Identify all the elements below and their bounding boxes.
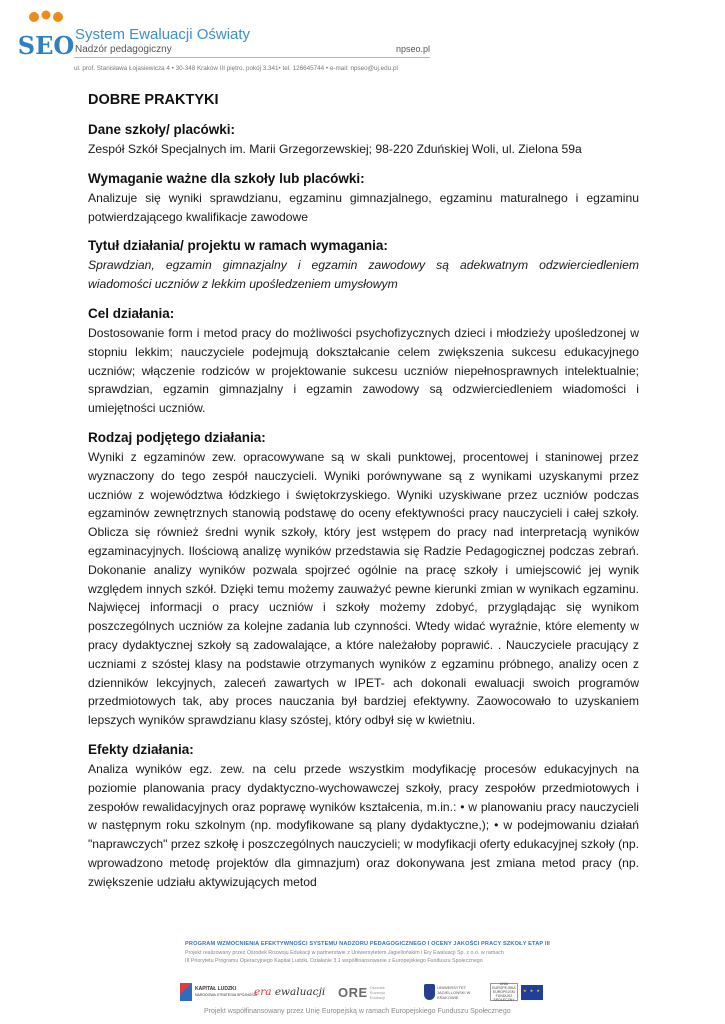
section-effects [88,742,639,892]
uj-logo [424,980,473,1004]
section-school-data [88,122,639,159]
footer-project-line: Projekt realizowany przez Ośrodek Rozwoju Edukacji w partnerstwie z Uniwersytetem Jagiellońskim i Ery Ewaluacji Sp. z o.o. w ramach [185,950,504,956]
section-heading: Rodzaj podjętego działania: [88,429,266,445]
section-text: Analizuje się wyniki sprawdzianu, egzaminu gimnazjalnego, egzaminu maturalnego i egzaminu potwierdzającego kwalifikacje zawodowe [88,190,639,224]
section-project-title [88,238,639,294]
section-text: Dostosowanie form i metod pracy do możliwości psychofizycznych dzieci i młodzieży upośledzonej w stopniu lekkim; nauczyciele podejmują dokształcanie celem zwiększenia sukcesu edukacyjnego uczniów; włączenie rodziców w projektowanie sukcesu uczniów niepełnosprawnych intelektualnie; sprawdzian, egzamin gimnazjalny i egzamin zawodowy są odzwierciedleniem wiadomości i umiejętności uczniów. [88,325,639,416]
kl-logo-subtext: NARODOWA STRATEGIA SPÓJNOŚCI [195,993,258,997]
document-body [88,92,639,904]
document-title: DOBRE PRAKTYKI [88,92,219,108]
ore-logo-text: ORE [338,984,368,1000]
section-heading: Tytuł działania/ projektu w ramach wymagania: [88,238,388,254]
ore-logo-subtext: Ośrodek Rozwoju Edukacji [369,984,386,1000]
section-heading: Efekty działania: [88,741,194,757]
uj-crest-icon [424,984,435,1000]
section-heading: Dane szkoły/ placówki: [88,122,236,137]
eu-flag-icon [521,985,543,1000]
brand-subtitle: Nadzór pedagogiczny [75,44,172,55]
section-text: Wyniki z egzaminów zew. opracowywane są w skali punktowej, procentowej i staninowej przez wyznaczony do tego zespół nauczycieli. Wyniki porównywane są z wynikami uzyskanymi przez uczniów z województwa łódzkiego i świętokrzyskiego. Wyniki uzyskiwane przez uczniów podczas egzaminów zewnętrznych stanowią podstawę do oceny efektywności pracy nauczycieli i całej szkoły. Oblicza się również średni wynik szkoły, który jest wstępem do pracy nad interpretacją wyników egzaminacyjnych. Ilościową analizę wyników przedstawia się Radzie Pedagogicznej podczas zebrań. Dokonanie analizy wyników pozwala spojrzeć ogólnie na pracę szkoły i umiejscowić jej wynik względem innych szkół. Dzięki temu możemy zauważyć pewne kierunki zmian w wynikach egzaminu. Najwięcej informacji o pracy uczniów i szkoły możemy zdobyć, przyglądając się wynikom poszczególnych uczniów za kolejne zadania lub czynności. Wtedy widać wyraźnie, które elementy w pracy dydaktycznej szkoły są zadowalające, a które należałoby poprawić. . Nauczyciele pracujący z uczniami z szóstej klasy na podstawie otrzymanych wyników z egzaminu próbnego, analizy ocen z dzienników lekcyjnych, zaleceń zawartych w IPET- ach dokonali ewaluacji swoich programów przedmiotowych tak, aby proces nauczania był bardziej efektywny. Zaowocowało to uzyskaniem lepszych wyników sprawdzianu klasy szóstej, który odbył się w kwietniu. [88,449,639,728]
brand-title: System Ewaluacji Oświaty [75,26,251,43]
footer-priority-line: III Priorytetu Programu Operacyjnego Kapitał Ludzki, Działanie 3.1 współfinansowanie z Europejskiego Funduszu Społecznego [185,958,483,964]
header-divider [74,57,430,58]
section-action-type [88,430,639,730]
eu-box-text: UNIA EUROPEJSKA EUROPEJSKI FUNDUSZ SPOŁECZNY [490,983,518,1001]
kl-logo-text: KAPITAŁ LUDZKI [195,986,237,992]
section-goal [88,306,639,418]
ee-logo-suffix: ewaluacji [274,986,326,998]
section-heading: Wymaganie ważne dla szkoły lub placówki: [88,170,365,186]
footer-program-title: PROGRAM WZMOCNIENIA EFEKTYWNOŚCI SYSTEMU NADZORU PEDAGOGICZNEGO I OCENY JAKOŚCI PRACY SZKOŁY ETAP III [185,941,550,947]
brand-url[interactable]: npseo.pl [396,44,431,54]
seo-logo [17,10,75,60]
uj-logo-subtext: UNIWERSYTET JAGIELLOŃSKI W KRAKOWIE [437,984,471,1000]
era-ewaluacji-logo [254,980,325,1004]
kapital-ludzki-logo [180,980,257,1004]
section-text: Analiza wyników egz. zew. na celu przede wszystkim modyfikację procesów edukacyjnych na poziomie planowania pracy dydaktyczno-wychowawczej szkoły, pracy zespołów przedmiotowych i zespołów rewalidacyjnych oraz poprawę wyników kształcenia, m.in.: • w planowaniu pracy nauczycieli w następnym roku szkolnym (np. modyfikowane są plany dydaktyczne,); • w podejmowaniu działań "naprawczych" przez szkołę i poszczególnych nauczycieli; w modyfikacji oferty edukacyjnej szkoły (np. wprowadzono metodę projektów dla gimnazjum) oraz dokonywana jest zmiana metod pracy (np. zwiększenie udziału aktywizujących metod [88,761,639,889]
section-text: Sprawdzian, egzamin gimnazjalny i egzamin zawodowy są adekwatnym odzwierciedleniem wiadomości uczniów z lekkim upośledzeniem umysłowym [88,258,639,292]
logo-text: SEO [17,31,75,60]
ee-logo-prefix: era [254,986,272,998]
section-text: Zespół Szkół Specjalnych im. Marii Grzegorzewskiej; 98-220 Zduńskiej Woli, ul. Zielona 59a [88,142,582,156]
contact-address: ul. prof. Stanisława Łojasiewicza 4 • 30-348 Kraków III piętro, pokój 3.341• tel. 126645744 • e-mail: npseo@uj.edu.pl [74,65,398,72]
ore-logo [338,980,398,1004]
footer-cofinanced: Projekt współfinansowany przez Unię Europejską w ramach Europejskiego Funduszu Społecznego [204,1008,511,1015]
section-heading: Cel działania: [88,305,175,321]
footer-logo-row [180,980,540,1004]
eu-logo [490,980,543,1004]
kl-emblem-icon [180,983,192,1001]
section-requirement [88,171,639,227]
